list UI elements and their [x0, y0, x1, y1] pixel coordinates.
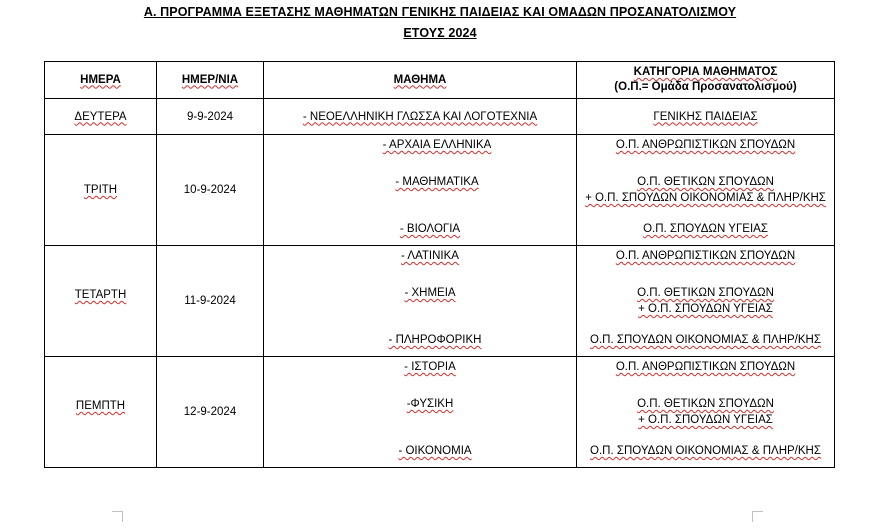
subject-item: -ΦΥΣΙΚΗ [406, 398, 454, 410]
subject-item: - ΧΗΜΕΙΑ [404, 287, 456, 299]
subject-item: - ΟΙΚΟΝΟΜΙΑ [398, 445, 472, 457]
table-row [45, 357, 835, 468]
header-subject: ΜΑΘΗΜΑ [264, 62, 577, 99]
category-item: + Ο.Π. ΣΠΟΥΔΩΝ ΥΓΕΙΑΣ [638, 414, 773, 426]
subject-item: - ΑΡΧΑΙΑ ΕΛΛΗΝΙΚΑ [382, 139, 492, 151]
category-item: + Ο.Π. ΣΠΟΥΔΩΝ ΟΙΚΟΝΟΜΙΑΣ & ΠΛΗΡ/ΚΗΣ [585, 192, 826, 204]
day-cell: ΤΕΤΑΡΤΗ [45, 246, 157, 357]
table-header-row [45, 62, 835, 99]
exam-schedule-table [44, 61, 835, 468]
subject-cell [264, 135, 577, 246]
subject-cell [264, 246, 577, 357]
header-category-title: ΚΑΤΗΓΟΡΙΑ ΜΑΘΗΜΑΤΟΣ [633, 66, 778, 78]
date-cell: 12-9-2024 [157, 357, 264, 468]
category-item: Ο.Π. ΣΠΟΥΔΩΝ ΟΙΚΟΝΟΜΙΑΣ & ΠΛΗΡ/ΚΗΣ [590, 445, 821, 457]
category-item: Ο.Π. ΣΠΟΥΔΩΝ ΟΙΚΟΝΟΜΙΑΣ & ΠΛΗΡ/ΚΗΣ [590, 334, 821, 346]
page-margin-corner-right [752, 511, 763, 522]
category-item: Ο.Π. ΑΝΘΡΩΠΙΣΤΙΚΩΝ ΣΠΟΥΔΩΝ [615, 250, 796, 262]
subject-item: - ΠΛΗΡΟΦΟΡΙΚΗ [388, 334, 482, 346]
day-cell: ΔΕΥΤΕΡΑ [45, 99, 157, 135]
table-row [45, 246, 835, 357]
category-item: Ο.Π. ΑΝΘΡΩΠΙΣΤΙΚΩΝ ΣΠΟΥΔΩΝ [615, 361, 796, 373]
table-row [45, 99, 835, 135]
category-item: Ο.Π. ΘΕΤΙΚΩΝ ΣΠΟΥΔΩΝ [637, 287, 774, 299]
day-cell: ΤΡΙΤΗ [45, 135, 157, 246]
page-margin-corner-left [112, 511, 123, 522]
header-day: ΗΜΕΡΑ [45, 62, 157, 99]
category-item: Ο.Π. ΑΝΘΡΩΠΙΣΤΙΚΩΝ ΣΠΟΥΔΩΝ [615, 139, 796, 151]
category-cell [577, 357, 835, 468]
category-cell [577, 246, 835, 357]
document-subtitle: ΕΤΟΥΣ 2024 [403, 26, 477, 40]
header-date: ΗΜΕΡ/ΝΙΑ [157, 62, 264, 99]
category-item: Ο.Π. ΘΕΤΙΚΩΝ ΣΠΟΥΔΩΝ [637, 398, 774, 410]
category-item: + Ο.Π. ΣΠΟΥΔΩΝ ΥΓΕΙΑΣ [638, 303, 773, 315]
subject-item: - ΛΑΤΙΝΙΚΑ [401, 250, 459, 262]
category-item: Ο.Π. ΣΠΟΥΔΩΝ ΥΓΕΙΑΣ [643, 223, 768, 235]
header-category [577, 62, 835, 99]
document-title: Α. ΠΡΟΓΡΑΜΜΑ ΕΞΕΤΑΣΗΣ ΜΑΘΗΜΑΤΩΝ ΓΕΝΙΚΗΣ ΠΑΙΔΕΙΑΣ ΚΑΙ ΟΜΑΔΩΝ ΠΡΟΣΑΝΑΤΟΛΙΣΜΟΥ [143, 5, 737, 19]
day-cell: ΠΕΜΠΤΗ [45, 357, 157, 468]
date-cell: 11-9-2024 [157, 246, 264, 357]
table-row [45, 135, 835, 246]
category-cell [577, 135, 835, 246]
date-cell: 9-9-2024 [157, 99, 264, 135]
category-cell: ΓΕΝΙΚΗΣ ΠΑΙΔΕΙΑΣ [577, 99, 835, 135]
subject-item: - ΒΙΟΛΟΓΙΑ [399, 223, 461, 235]
header-category-note: (Ο.Π.= Ομάδα Προσανατολισμού) [614, 81, 797, 93]
subject-cell: - ΝΕΟΕΛΛΗΝΙΚΗ ΓΛΩΣΣΑ ΚΑΙ ΛΟΓΟΤΕΧΝΙΑ [264, 99, 577, 135]
subject-item: - ΜΑΘΗΜΑΤΙΚΑ [395, 176, 479, 188]
category-item: Ο.Π. ΘΕΤΙΚΩΝ ΣΠΟΥΔΩΝ [637, 176, 774, 188]
subject-item: - ΙΣΤΟΡΙΑ [404, 361, 456, 373]
date-cell: 10-9-2024 [157, 135, 264, 246]
subject-cell [264, 357, 577, 468]
